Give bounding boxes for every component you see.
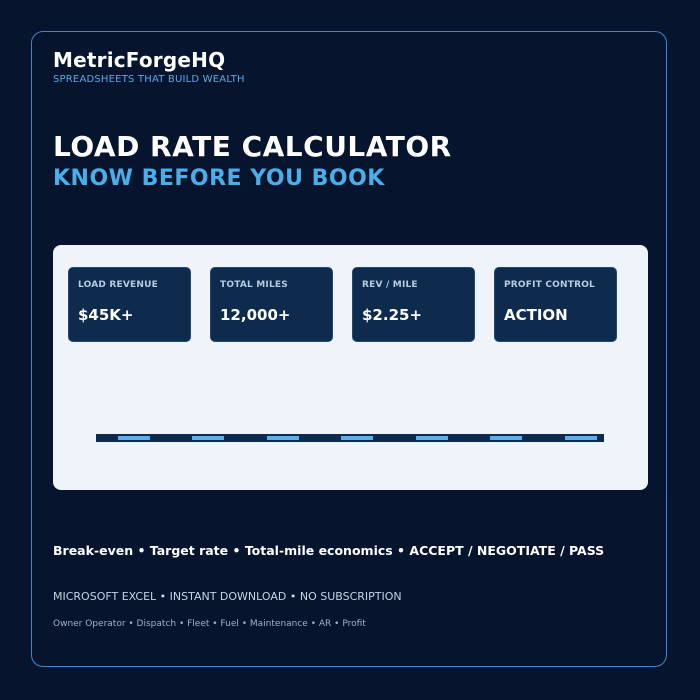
brand-tagline: SPREADSHEETS THAT BUILD WEALTH	[53, 74, 245, 85]
road-dash	[192, 436, 224, 440]
metric-card-load-revenue	[68, 267, 191, 342]
metric-card-profit-control	[494, 267, 617, 342]
road-dash	[490, 436, 522, 440]
metric-value: $45K+	[78, 306, 134, 324]
metric-value: $2.25+	[362, 306, 423, 324]
road-dash	[416, 436, 448, 440]
metric-card-rev-per-mile	[352, 267, 475, 342]
metric-value: 12,000+	[220, 306, 291, 324]
audience-line: Owner Operator • Dispatch • Fleet • Fuel • Maintenance • AR • Profit	[53, 619, 366, 629]
page-subtitle: KNOW BEFORE YOU BOOK	[53, 166, 385, 191]
road-dash	[118, 436, 150, 440]
metric-label: LOAD REVENUE	[78, 280, 158, 290]
page-title: LOAD RATE CALCULATOR	[53, 130, 452, 163]
brand-name: MetricForgeHQ	[53, 48, 226, 72]
road-dash	[341, 436, 373, 440]
metrics-panel	[53, 245, 648, 490]
metric-label: PROFIT CONTROL	[504, 280, 595, 290]
metric-label: REV / MILE	[362, 280, 418, 290]
metric-value: ACTION	[504, 306, 568, 324]
feature-list: Break-even • Target rate • Total-mile economics • ACCEPT / NEGOTIATE / PASS	[53, 543, 605, 558]
platform-line: MICROSOFT EXCEL • INSTANT DOWNLOAD • NO SUBSCRIPTION	[53, 590, 402, 603]
road-dash	[267, 436, 299, 440]
road-dash	[565, 436, 597, 440]
metric-label: TOTAL MILES	[220, 280, 288, 290]
road-graphic	[96, 434, 604, 442]
metric-card-total-miles	[210, 267, 333, 342]
